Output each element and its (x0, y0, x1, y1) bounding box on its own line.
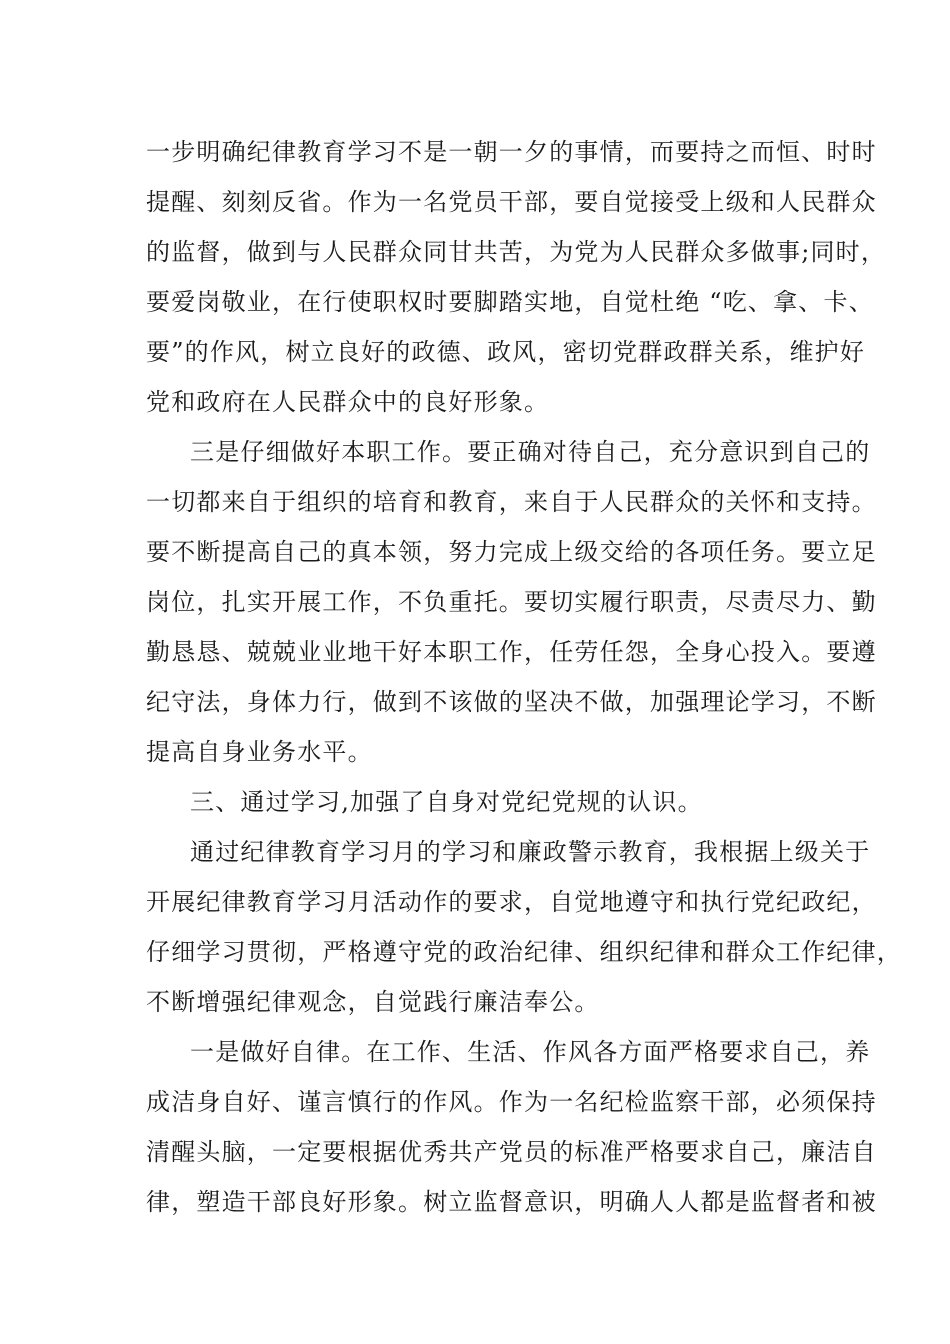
text-line: 要”的作风，树立良好的政德、政风，密切党群政群关系，维护好 (146, 338, 866, 366)
text-line: 一切都来自于组织的培育和教育，来自于人民群众的关怀和支持。 (146, 488, 877, 516)
text-line: 的监督，做到与人民群众同甘共苦，为党为人民群众多做事;同时， (146, 238, 887, 266)
text-line: 不断增强纪律观念，自觉践行廉洁奉公。 (146, 988, 600, 1016)
text-line: 清醒头脑，一定要根据优秀共产党员的标准严格要求自己，廉洁自 (146, 1138, 877, 1166)
text-line: 要不断提高自己的真本领，努力完成上级交给的各项任务。要立足 (146, 538, 877, 566)
text-line: 一步明确纪律教育学习不是一朝一夕的事情，而要持之而恒、时时 (146, 138, 877, 166)
text-line: 提醒、刻刻反省。作为一名党员干部，要自觉接受上级和人民群众 (146, 188, 877, 216)
paragraph-start-line: 三是仔细做好本职工作。要正确对待自己，充分意识到自己的 (190, 438, 871, 466)
text-line: 成洁身自好、谨言慎行的作风。作为一名纪检监察干部，必须保持 (146, 1088, 877, 1116)
section-heading: 三、通过学习,加强了自身对党纪党规的认识。 (190, 788, 703, 816)
text-line: 开展纪律教育学习月活动作的要求，自觉地遵守和执行党纪政纪， (146, 888, 877, 916)
text-line: 律，塑造干部良好形象。树立监督意识，明确人人都是监督者和被 (146, 1188, 877, 1216)
text-line: 勤恳恳、兢兢业业地干好本职工作，任劳任怨，全身心投入。要遵 (146, 638, 877, 666)
text-line: 岗位，扎实开展工作，不负重托。要切实履行职责，尽责尽力、勤 (146, 588, 877, 616)
text-line: 纪守法，身体力行，做到不该做的坚决不做，加强理论学习，不断 (146, 688, 877, 716)
text-line: 要爱岗敬业，在行使职权时要脚踏实地，自觉杜绝 “吃、拿、卡、 (146, 288, 874, 316)
paragraph-start-line: 通过纪律教育学习月的学习和廉政警示教育，我根据上级关于 (190, 838, 871, 866)
text-line: 党和政府在人民群众中的良好形象。 (146, 388, 550, 416)
paragraph-start-line: 一是做好自律。在工作、生活、作风各方面严格要求自己，养 (190, 1038, 871, 1066)
text-line: 仔细学习贯彻，严格遵守党的政治纪律、组织纪律和群众工作纪律， (146, 938, 902, 966)
text-line: 提高自身业务水平。 (146, 738, 373, 766)
